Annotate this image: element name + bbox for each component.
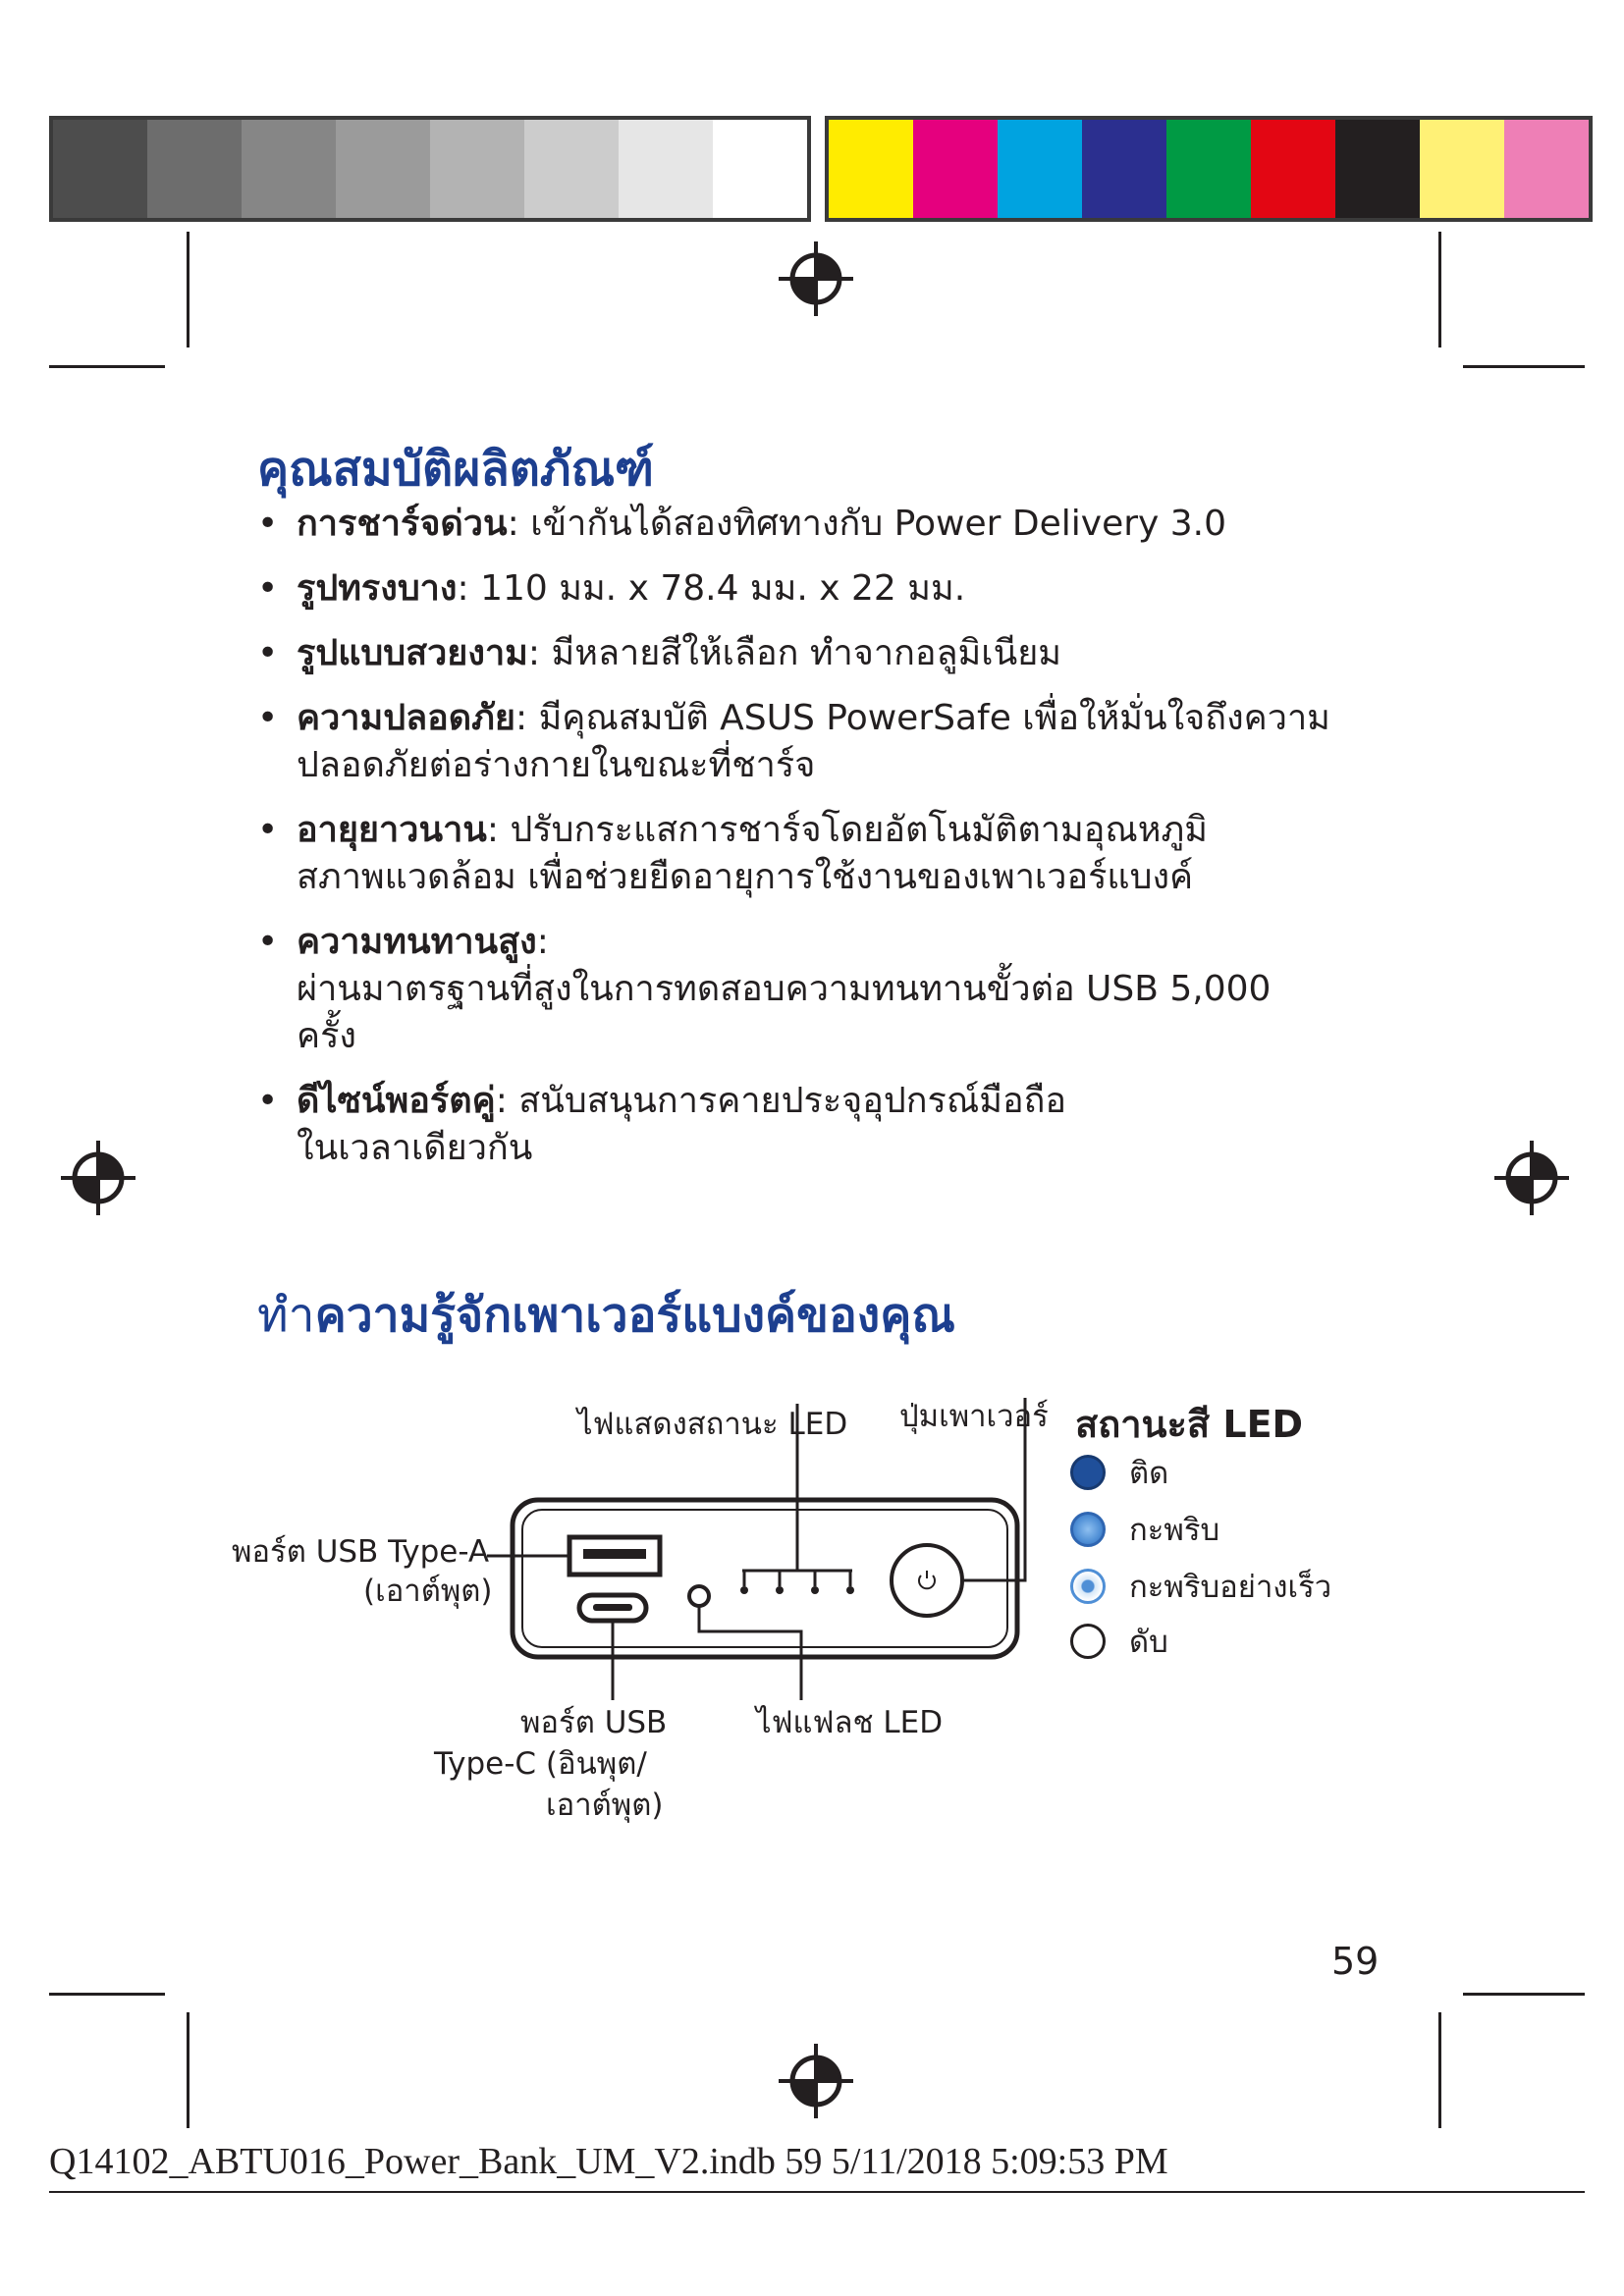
footer-rule xyxy=(49,2191,1585,2193)
feature-line xyxy=(297,854,1386,901)
label-usb-c-line1: พอร์ต USB xyxy=(520,1705,668,1740)
color-swatch xyxy=(430,120,524,218)
bullet-icon: • xyxy=(257,922,279,962)
section-title-diagram xyxy=(257,1278,955,1353)
feature-line xyxy=(297,1013,1386,1060)
led-off-icon xyxy=(1070,1624,1106,1659)
bullet-icon: • xyxy=(257,698,279,738)
feature-text: ครั้ง xyxy=(297,1016,356,1056)
crop-mark xyxy=(49,1993,165,1996)
label-flash-led: ไฟแฟลช LED xyxy=(756,1705,944,1740)
page-number: 59 xyxy=(1331,1940,1380,1983)
crop-mark xyxy=(187,2012,189,2128)
color-swatch xyxy=(147,120,242,218)
bullet-icon: • xyxy=(257,568,279,609)
legend-item-blink xyxy=(1070,1508,1219,1551)
status-led-icon xyxy=(740,1586,748,1594)
legend-label: ติด xyxy=(1129,1456,1169,1491)
feature-name: อายุยาวนาน xyxy=(297,810,487,850)
led-legend-title: สถานะสี LED xyxy=(1075,1403,1304,1446)
legend-item-fast-blink xyxy=(1070,1565,1331,1608)
section-title-rest: ความรู้จักเพาเวอร์แบงค์ของคุณ xyxy=(314,1288,955,1343)
feature-line: การชาร์จด่วน: เข้ากันได้สองทิศทางกับ Power Delivery 3.0 xyxy=(297,504,1227,544)
registration-mark-icon xyxy=(1490,1137,1573,1219)
feature-name: รูปทรงบาง xyxy=(297,568,458,609)
crop-mark xyxy=(1463,365,1585,368)
feature-line: ความทนทานสูง: xyxy=(297,922,549,962)
label-power-button: ปุ่มเพาเวอร์ xyxy=(899,1399,1049,1434)
color-swatch xyxy=(713,120,807,218)
legend-label: กะพริบอย่างเร็ว xyxy=(1129,1570,1332,1605)
color-swatch xyxy=(1420,120,1504,218)
color-swatch xyxy=(1251,120,1335,218)
legend-label: กะพริบ xyxy=(1129,1513,1220,1548)
legend-item-off xyxy=(1070,1620,1168,1663)
color-swatch xyxy=(1335,120,1420,218)
bullet-icon: • xyxy=(257,810,279,850)
crop-mark xyxy=(1438,2012,1441,2128)
feature-name: ดีไซน์พอร์ตคู่ xyxy=(297,1081,496,1121)
color-swatch xyxy=(336,120,430,218)
feature-line xyxy=(297,966,1386,1013)
feature-item xyxy=(257,695,1386,789)
legend-item-on xyxy=(1070,1451,1168,1494)
color-swatch xyxy=(998,120,1082,218)
legend-label: ดับ xyxy=(1129,1625,1168,1660)
led-fast-blink-icon xyxy=(1070,1569,1106,1604)
color-swatch xyxy=(1082,120,1166,218)
status-led-icon xyxy=(776,1586,784,1594)
print-slug: Q14102_ABTU016_Power_Bank_UM_V2.indb 59 5/11/2018 5:09:53 PM xyxy=(49,2141,1168,2182)
feature-name: ความปลอดภัย xyxy=(297,698,515,738)
crop-mark xyxy=(1463,1993,1585,1996)
led-blink-icon xyxy=(1070,1512,1106,1547)
color-bar xyxy=(825,116,1593,222)
feature-line: ความปลอดภัย: มีคุณสมบัติ ASUS PowerSafe เพื่อให้มั่นใจถึงความ xyxy=(297,698,1330,738)
feature-name: ความทนทานสูง xyxy=(297,922,537,962)
status-led-icon xyxy=(846,1586,854,1594)
flash-led-icon xyxy=(689,1586,709,1606)
color-swatch xyxy=(1504,120,1589,218)
feature-text: ปลอดภัยต่อร่างกายในขณะที่ชาร์จ xyxy=(297,745,816,785)
registration-mark-icon xyxy=(57,1137,139,1219)
crop-mark xyxy=(1438,232,1441,347)
feature-line: รูปแบบสวยงาม: มีหลายสีให้เลือก ทำจากอลูมิเนียม xyxy=(297,633,1062,673)
registration-mark-icon xyxy=(775,238,857,320)
feature-name: การชาร์จด่วน xyxy=(297,504,508,544)
color-swatch xyxy=(524,120,619,218)
color-swatch xyxy=(242,120,336,218)
color-swatch xyxy=(53,120,147,218)
feature-line xyxy=(297,1125,1386,1172)
color-swatch xyxy=(619,120,713,218)
led-on-icon xyxy=(1070,1455,1106,1490)
bullet-icon: • xyxy=(257,1081,279,1121)
label-usb-a-line1: พอร์ต USB Type-A xyxy=(232,1534,490,1570)
section-title-lead: ทำ xyxy=(257,1288,315,1343)
bullet-icon: • xyxy=(257,633,279,673)
status-led-icon xyxy=(811,1586,819,1594)
color-swatch xyxy=(829,120,913,218)
feature-text: สนับสนุนการคายประจุอุปกรณ์มือถือ xyxy=(518,1081,1067,1121)
feature-item xyxy=(257,807,1386,901)
feature-text: ปรับกระแสการชาร์จโดยอัตโนมัติตามอุณหภูมิ xyxy=(510,810,1208,850)
label-usb-c-line2: Type-C (อินพุต/ xyxy=(434,1746,647,1782)
grayscale-bar xyxy=(49,116,811,222)
feature-item xyxy=(257,501,1386,548)
section-title-features: คุณสมบัติผลิตภัณฑ์ xyxy=(257,442,654,497)
feature-text: สภาพแวดล้อม เพื่อช่วยยืดอายุการใช้งานของเพาเวอร์แบงค์ xyxy=(297,857,1194,897)
registration-mark-icon xyxy=(775,2040,857,2122)
power-button-icon xyxy=(892,1545,962,1616)
bullet-icon: • xyxy=(257,504,279,544)
feature-item xyxy=(257,565,1386,613)
feature-item xyxy=(257,1078,1386,1172)
color-swatch xyxy=(913,120,998,218)
feature-text: มีคุณสมบัติ ASUS PowerSafe เพื่อให้มั่นใจถึงความ xyxy=(538,698,1330,738)
feature-line xyxy=(297,742,1386,789)
crop-mark xyxy=(187,232,189,347)
feature-line: อายุยาวนาน: ปรับกระแสการชาร์จโดยอัตโนมัติตามอุณหภูมิ xyxy=(297,810,1208,850)
label-usb-a-line2: (เอาต์พุต) xyxy=(363,1574,493,1609)
feature-item xyxy=(257,919,1386,1060)
feature-text: ในเวลาเดียวกัน xyxy=(297,1128,533,1168)
label-usb-c-line3: เอาต์พุต) xyxy=(546,1788,664,1823)
color-swatch xyxy=(1166,120,1251,218)
feature-name: รูปแบบสวยงาม xyxy=(297,633,528,673)
feature-line: ดีไซน์พอร์ตคู่: สนับสนุนการคายประจุอุปกรณ์มือถือ xyxy=(297,1081,1067,1121)
feature-list xyxy=(257,501,1386,1190)
feature-text: มีหลายสีให้เลือก ทำจากอลูมิเนียม xyxy=(551,633,1062,673)
feature-text: 110 มม. x 78.4 มม. x 22 มม. xyxy=(480,568,966,609)
feature-item xyxy=(257,630,1386,677)
label-led-status: ไฟแสดงสถานะ LED xyxy=(577,1407,848,1442)
feature-line: รูปทรงบาง: 110 มม. x 78.4 มม. x 22 มม. xyxy=(297,568,966,609)
power-bank-body xyxy=(513,1500,1017,1657)
crop-mark xyxy=(49,365,165,368)
feature-text: เข้ากันได้สองทิศทางกับ Power Delivery 3.0 xyxy=(530,504,1227,544)
feature-text: ผ่านมาตรฐานที่สูงในการทดสอบความทนทานขั้วต่อ USB 5,000 xyxy=(297,969,1272,1009)
